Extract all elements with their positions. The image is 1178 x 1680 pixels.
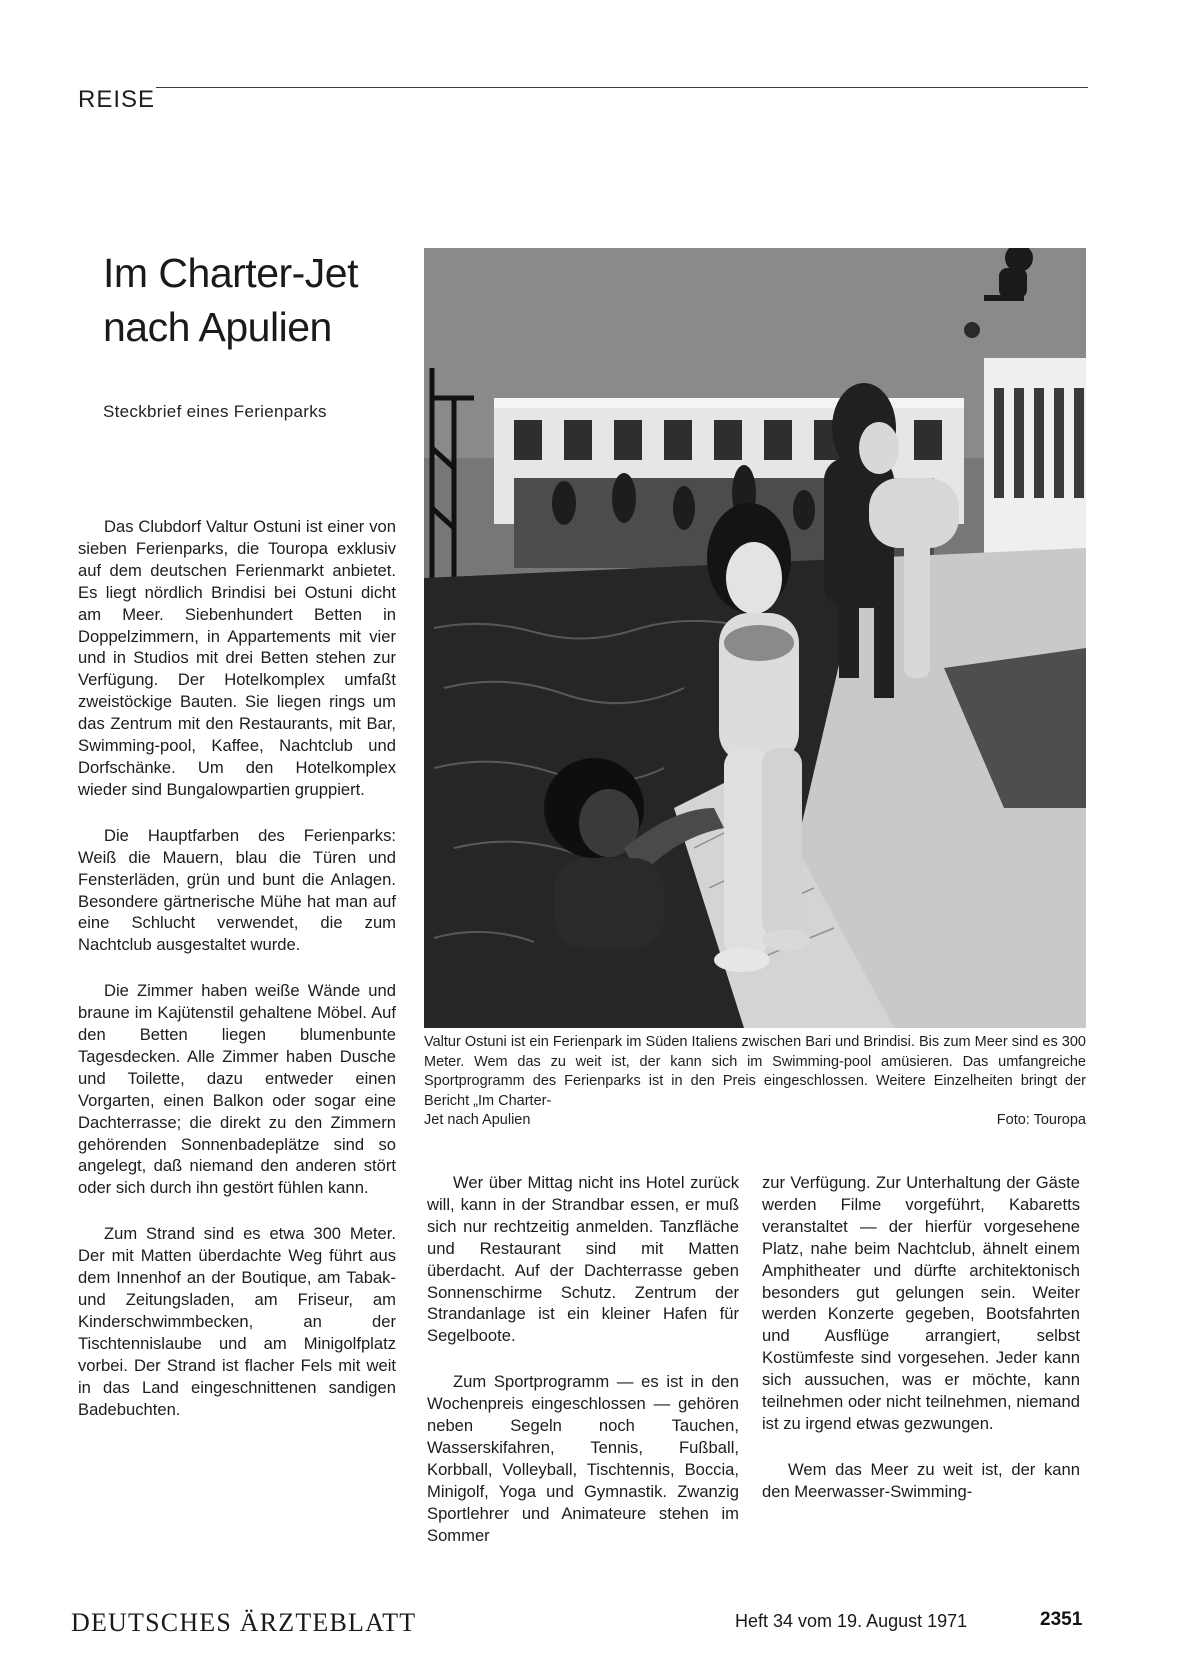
article-photo (424, 248, 1086, 1028)
article-headline: Im Charter-Jet nach Apulien (103, 250, 358, 350)
article-subtitle: Steckbrief eines Ferienparks (103, 402, 327, 421)
paragraph: Zum Strand sind es etwa 300 Meter. Der mit Matten überdachte Weg führt aus dem Innenhof an der Boutique, am Tabak- und Zeitungsladen, am Friseur, am Kinderschwimmbecken, an der Tischtennislaube und am Minigolfplatz vorbei. Der Strand ist flacher Fels mit weit in das Land eingeschnittenen sandigen Badebuchten. (78, 1224, 396, 1419)
photo-caption (424, 1033, 1086, 1131)
paragraph: Die Hauptfarben des Ferienparks: Weiß die Mauern, blau die Türen und Fensterläden, grün und bunt die Anlagen. Besondere gärtnerische Mühe hat man auf eine Schlucht verwendet, die zum Nachtclub ausgestaltet wurde. (78, 825, 396, 955)
section-label: REISE (78, 86, 156, 113)
photo-caption-text: Valtur Ostuni ist ein Ferienpark im Süden Italiens zwischen Bari und Brindisi. Bis zum Meer sind es 300 Meter. Wem das zu weit ist, der kann sich im Swimming-pool amüsieren. Das umfangreiche Sportprogramm des Ferienparks ist in den Preis eingeschlossen. Weitere Einzelheiten bringt der Bericht „Im Charter- (424, 1034, 1086, 1109)
paragraph: zur Verfügung. Zur Unterhaltung der Gäste werden Filme vorgeführt, Kabaretts veranstaltet — der hierfür vorgesehene Platz, nahe beim Nachtclub, ähnelt einem Amphitheater und dürfte architektonisch besonders gut gelungen sein. Weiter werden Konzerte gegeben, Bootsfahrten und Ausflüge arrangiert, selbst Kostümfeste sind vorgesehen. Jeder kann sich aussuchen, was er möchte, kann teilnehmen oder nicht teilnehmen, niemand ist zu irgend etwas gezwungen. (762, 1173, 1080, 1433)
paragraph: Wem das Meer zu weit ist, der kann den Meerwasser-Swimming- (762, 1459, 1080, 1501)
page-number: 2351 (1040, 1609, 1083, 1630)
paragraph: Die Zimmer haben weiße Wände und braune im Kajütenstil gehaltene Möbel. Auf den Betten liegen blumenbunte Tagesdecken. Alle Zimmer haben Dusche und Toilette, dazu entweder einen Vorgarten, einen Balkon oder sogar eine Dachterrasse; die direkt zu den Zimmern gehörenden Sonnenbadeplätze sind so angelegt, daß niemand den anderen stört oder sich durch ihn gestört fühlen kann. (78, 981, 396, 1198)
article-column-3 (762, 1172, 1080, 1527)
photo-caption-last-line: Jet nach Apulien (424, 1112, 531, 1128)
paragraph: Wer über Mittag nicht ins Hotel zurück will, kann in der Strandbar essen, er muß sich nur rechtzeitig anmelden. Tanzfläche und Restaurant sind mit Matten überdacht. Auf der Dachterrasse geben Sonnenschirme Schutz. Zentrum der Strandanlage ist ein kleiner Hafen für Segelboote. (427, 1173, 739, 1346)
paragraph: Zum Sportprogramm — es ist in den Wochenpreis eingeschlossen — gehören neben Segeln noch Tauchen, Wasserskifahren, Tennis, Fußball, Korbball, Volleyball, Tischtennis, Boccia, Minigolf, Yoga und Gymnastik. Zwanzig Sportlehrer und Animateure stehen im Sommer (427, 1372, 739, 1545)
issue-info: Heft 34 vom 19. August 1971 (735, 1611, 968, 1631)
article-column-2 (427, 1172, 739, 1571)
article-column-1 (78, 516, 396, 1444)
photo-credit: Foto: Touropa (996, 1112, 1086, 1128)
paragraph: Das Clubdorf Valtur Ostuni ist einer von sieben Ferienparks, die Touropa exklusiv auf dem deutschen Ferienmarkt anbietet. Es liegt nördlich Brindisi bei Ostuni dicht am Meer. Siebenhundert Betten in Doppelzimmern, in Appartements mit vier und in Studios mit drei Betten stehen zur Verfügung. Der Hotelkomplex umfaßt zweistöckige Bauten. Sie liegen rings um das Zentrum mit den Restaurants, mit Bar, Swimming-pool, Kaffee, Nachtclub und Dorfschänke. Um den Hotelkomplex wieder sind Bungalowpartien gruppiert. (78, 517, 396, 799)
header-rule (156, 87, 1088, 88)
journal-name: DEUTSCHES ÄRZTEBLATT (71, 1608, 417, 1637)
